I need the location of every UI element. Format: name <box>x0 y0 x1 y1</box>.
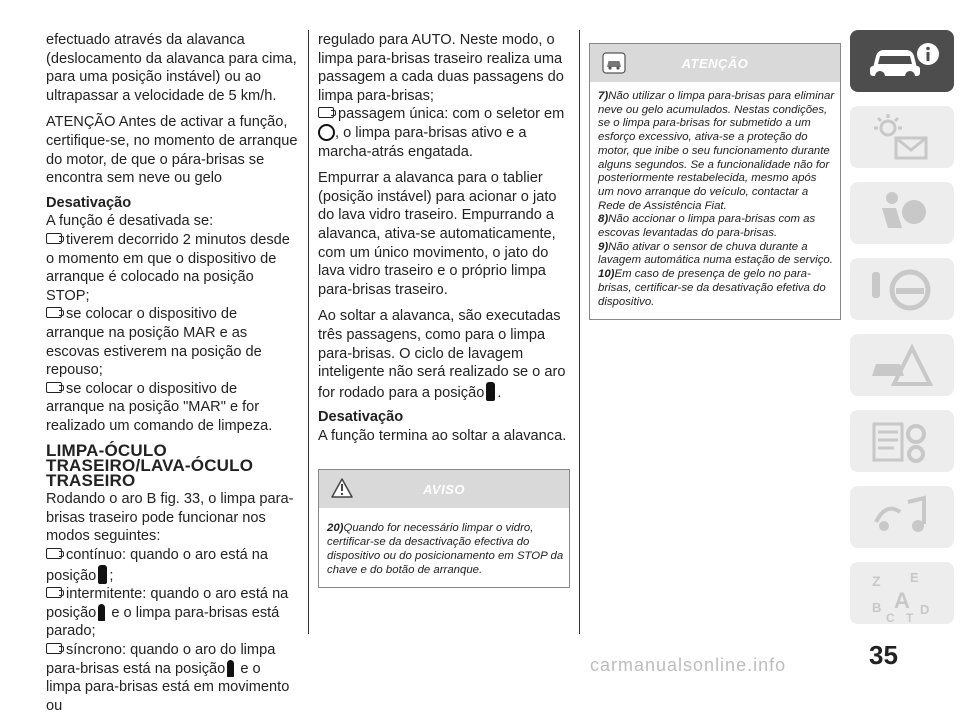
list-item: contínuo: quando o aro está na posição ; <box>46 547 269 584</box>
list-item: intermitente: quando o aro está na posição e o limpa para-brisas está parado; <box>46 586 289 640</box>
atencao-item: 9)Não ativar o sensor de chuva durante a lavagem automática numa estação de serviço. <box>598 240 833 267</box>
knob-position-icon <box>486 382 495 401</box>
airbag-seat-icon <box>866 188 936 240</box>
section-heading: Desativação <box>46 194 132 211</box>
watermark: carmanualsonline.info <box>590 655 787 675</box>
list-item: se colocar o dispositivo de arranque na posição MAR e as escovas estiverem na posição de repouso; <box>46 306 262 379</box>
emergency-car-icon <box>866 340 936 392</box>
bullet-icon <box>46 233 62 244</box>
bullet-icon <box>46 587 62 598</box>
paragraph: Rodando o aro B fig. 33, o limpa para-brisas traseiro pode funcionar nos modos seguintes: <box>46 491 294 545</box>
column-left <box>46 0 298 715</box>
steering-wheel-icon <box>866 264 936 316</box>
paragraph: A função é desativada se: <box>46 213 214 230</box>
tab-index[interactable] <box>850 562 954 624</box>
off-position-icon <box>318 124 335 141</box>
warning-lights-icon <box>866 112 936 164</box>
bullet-icon <box>318 107 334 118</box>
paragraph: Empurrar a alavanca para o tablier (posição instável) para acionar o jato do lava vidro traseiro. Empurrando a alavanca, ativa-se automaticamente, com um único movimento, o jato do lava vidro traseiro e o próprio limpa para-brisas traseiro. <box>318 170 557 298</box>
multimedia-icon <box>866 492 936 544</box>
paragraph: efectuado através da alavanca (deslocamento da alavanca para cima, para uma posição instável) ou ao ultrapassar a velocidade de 5 km/h. <box>46 32 297 104</box>
paragraph: A função termina ao soltar a alavanca. <box>318 427 567 444</box>
alphabet-index-icon <box>866 568 936 624</box>
tab-maintenance[interactable] <box>850 410 954 472</box>
svg-text:D: D <box>920 602 930 617</box>
car-info-icon <box>866 36 940 86</box>
list-item: síncrono: quando o aro do limpa para-brisas está na posição e o limpa para-brisas está em movimento ou <box>46 642 290 714</box>
atencao-box <box>589 43 841 320</box>
column-middle <box>318 0 570 588</box>
aviso-body: 20)Quando for necessário limpar o vidro, certificar-se da desactivação efectiva do dispositivo ou do posicionamento em STOP da chave e do botão de arranque. <box>327 522 564 576</box>
atencao-item: 7)Não utilizar o limpa para-brisas para eliminar neve ou gelo acumulados. Nestas condições, se o limpa para-brisas for submetido a um esforço excessivo, ativa-se a proteção do motor, que inibe o seu funcionamento durante alguns segundos. Se a funcionalidade não for posteriormente restabelecida, mesmo após um novo arranque do veículo, contactar a Rede de Assistência Fiat. <box>598 90 835 212</box>
bullet-icon <box>46 548 62 559</box>
aviso-box <box>318 469 570 588</box>
aviso-title: AVISO <box>423 482 465 498</box>
aviso-header <box>319 470 569 508</box>
paragraph: regulado para AUTO. Neste modo, o limpa para-brisas traseiro realiza uma passagem a cada duas passagens do limpa para-brisas; <box>318 32 564 104</box>
paragraph: ATENÇÃO Antes de activar a função, certifique-se, no momento de arranque do motor, de que o pára-brisas se encontra sem neve ou gelo <box>46 114 298 187</box>
knob-sync-icon <box>227 660 234 677</box>
atencao-body <box>590 82 840 319</box>
list-item: tiverem decorrido 2 minutos desde o momento em que o dispositivo de arranque é colocado na posição STOP; <box>46 231 290 304</box>
svg-text:T: T <box>906 611 914 624</box>
atencao-item: 8)Não accionar o limpa para-brisas com as escovas levantadas do para-brisas. <box>598 213 816 240</box>
svg-text:A: A <box>894 588 910 613</box>
list-item: se colocar o dispositivo de arranque na posição "MAR" e for realizado um comando de limpeza. <box>46 380 273 434</box>
svg-text:Z: Z <box>872 573 881 589</box>
knob-position-icon <box>98 565 107 584</box>
column-right <box>589 0 841 320</box>
column-divider <box>579 30 580 634</box>
bullet-icon <box>46 643 62 654</box>
column-divider <box>308 30 309 634</box>
chapter-sidebar <box>850 30 954 640</box>
atencao-title: ATENÇÃO <box>681 56 749 71</box>
svg-text:B: B <box>872 600 882 615</box>
bullet-icon <box>46 307 62 318</box>
tab-safety[interactable] <box>850 182 954 244</box>
chapter-heading: LIMPA-ÓCULO TRASEIRO/LAVA-ÓCULO TRASEIRO <box>46 441 254 490</box>
tab-multimedia[interactable] <box>850 486 954 548</box>
paragraph: Ao soltar a alavanca, são executadas três passagens, como para o limpa para-brisas. O ciclo de lavagem inteligente não será realizado se o aro for rodado para a posição . <box>318 308 566 401</box>
tab-warning-lights[interactable] <box>850 106 954 168</box>
maintenance-icon <box>866 416 936 468</box>
section-heading: Desativação <box>318 409 404 426</box>
svg-text:E: E <box>910 570 919 585</box>
page-number: 35 <box>869 640 898 670</box>
tab-starting-driving[interactable] <box>850 258 954 320</box>
knob-intermittent-icon <box>98 604 105 621</box>
svg-text:C: C <box>886 611 895 624</box>
tab-emergency[interactable] <box>850 334 954 396</box>
tab-knowing-your-car[interactable] <box>850 30 954 92</box>
atencao-header <box>590 44 840 82</box>
atencao-item: 10)Em caso de presença de gelo no para-brisas, certificar-se da desativação efetiva do dispositivo. <box>598 268 826 308</box>
list-item: passagem única: com o seletor em , o limpa para-brisas ativo e a marcha-atrás engatada. <box>318 106 565 160</box>
bullet-icon <box>46 382 62 393</box>
